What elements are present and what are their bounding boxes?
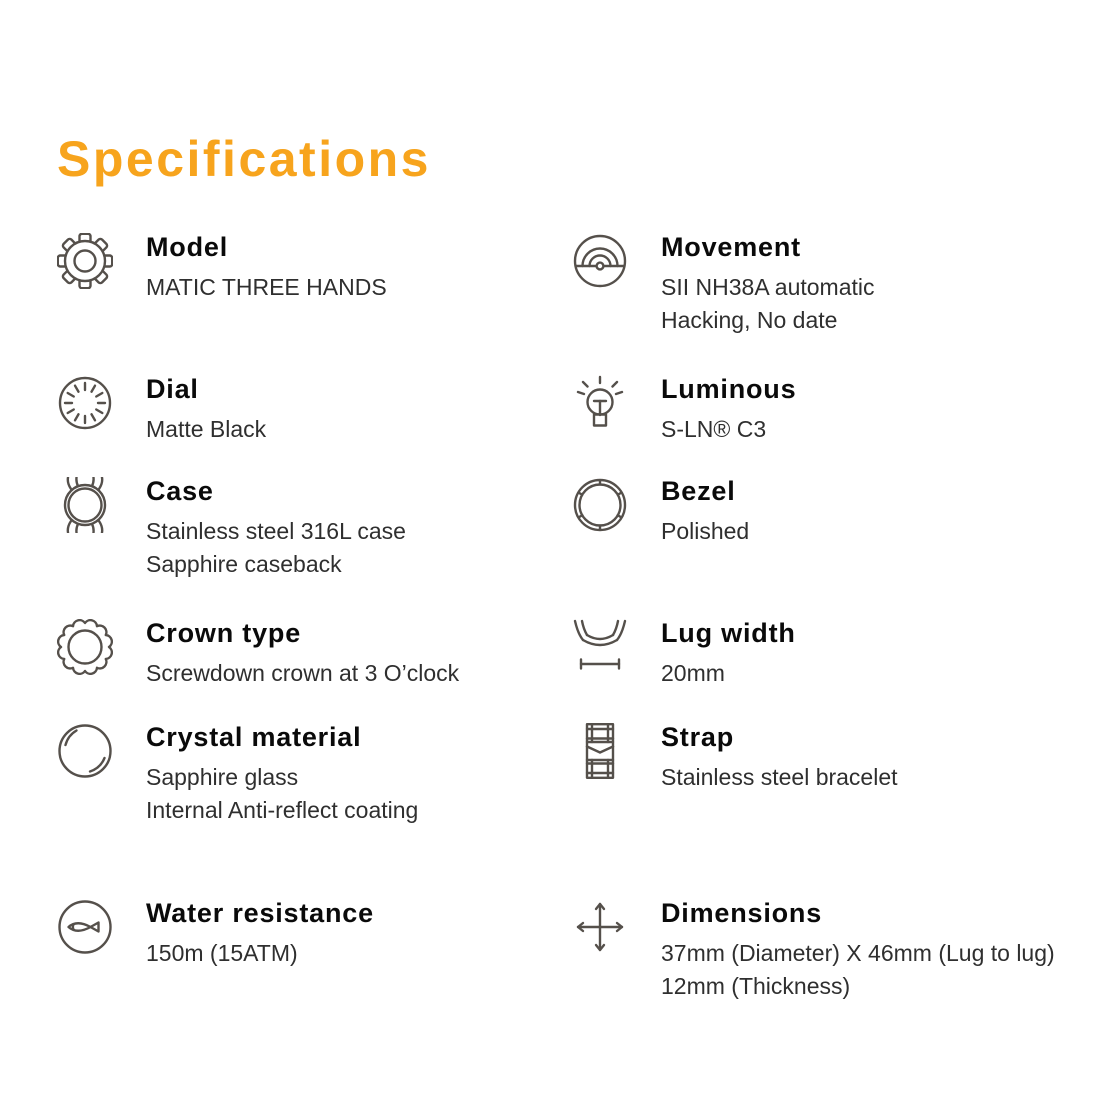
movement-icon — [572, 233, 628, 289]
arrows-icon — [572, 899, 628, 955]
spec-title: Dial — [146, 374, 199, 404]
spec-title: Dimensions — [661, 898, 823, 928]
spec-item-water-resistance — [57, 897, 552, 970]
spec-title: Model — [146, 232, 228, 262]
spec-line: 37mm (Diameter) X 46mm (Lug to lug) — [661, 940, 1055, 967]
spec-title: Lug width — [661, 618, 796, 648]
bulb-icon — [572, 375, 628, 431]
spec-item-crown — [57, 617, 552, 690]
spec-line: S-LN® C3 — [661, 416, 767, 443]
spec-line: Hacking, No date — [661, 307, 838, 334]
spec-title: Strap — [661, 722, 735, 752]
spec-line: Polished — [661, 518, 750, 545]
spec-line: Stainless steel 316L case — [146, 518, 406, 545]
spec-item-model — [57, 231, 552, 304]
spec-title: Water resistance — [146, 898, 374, 928]
strap-icon — [572, 723, 628, 779]
bezel-icon — [572, 477, 628, 533]
spec-title: Bezel — [661, 476, 736, 506]
spec-line: 12mm (Thickness) — [661, 973, 851, 1000]
spec-item-strap — [572, 721, 1087, 794]
crown-icon — [57, 619, 113, 675]
case-icon — [57, 477, 113, 533]
spec-line: 150m (15ATM) — [146, 940, 298, 967]
spec-item-case — [57, 475, 552, 581]
spec-line: Sapphire glass — [146, 764, 299, 791]
spec-title: Crystal material — [146, 722, 362, 752]
spec-line: SII NH38A automatic — [661, 274, 875, 301]
spec-line: Screwdown crown at 3 O’clock — [146, 660, 460, 687]
spec-item-crystal — [57, 721, 552, 827]
spec-line: Matte Black — [146, 416, 267, 443]
spec-title: Crown type — [146, 618, 302, 648]
spec-line: Internal Anti-reflect coating — [146, 797, 419, 824]
fish-icon — [57, 899, 113, 955]
spec-item-movement — [572, 231, 1087, 337]
spec-line: MATIC THREE HANDS — [146, 274, 387, 301]
spec-item-dial — [57, 373, 552, 446]
spec-line: Sapphire caseback — [146, 551, 342, 578]
spec-item-dimensions — [572, 897, 1087, 1003]
gear-icon — [57, 233, 113, 289]
lug-width-icon — [572, 619, 628, 675]
page-title: Specifications — [57, 130, 431, 187]
crystal-icon — [57, 723, 113, 779]
spec-item-bezel — [572, 475, 1087, 548]
spec-item-luminous — [572, 373, 1087, 446]
spec-title: Case — [146, 476, 214, 506]
spec-title: Movement — [661, 232, 801, 262]
spec-line: Stainless steel bracelet — [661, 764, 898, 791]
spec-title: Luminous — [661, 374, 797, 404]
spec-item-lug-width — [572, 617, 1087, 690]
dial-icon — [57, 375, 113, 431]
spec-line: 20mm — [661, 660, 725, 687]
